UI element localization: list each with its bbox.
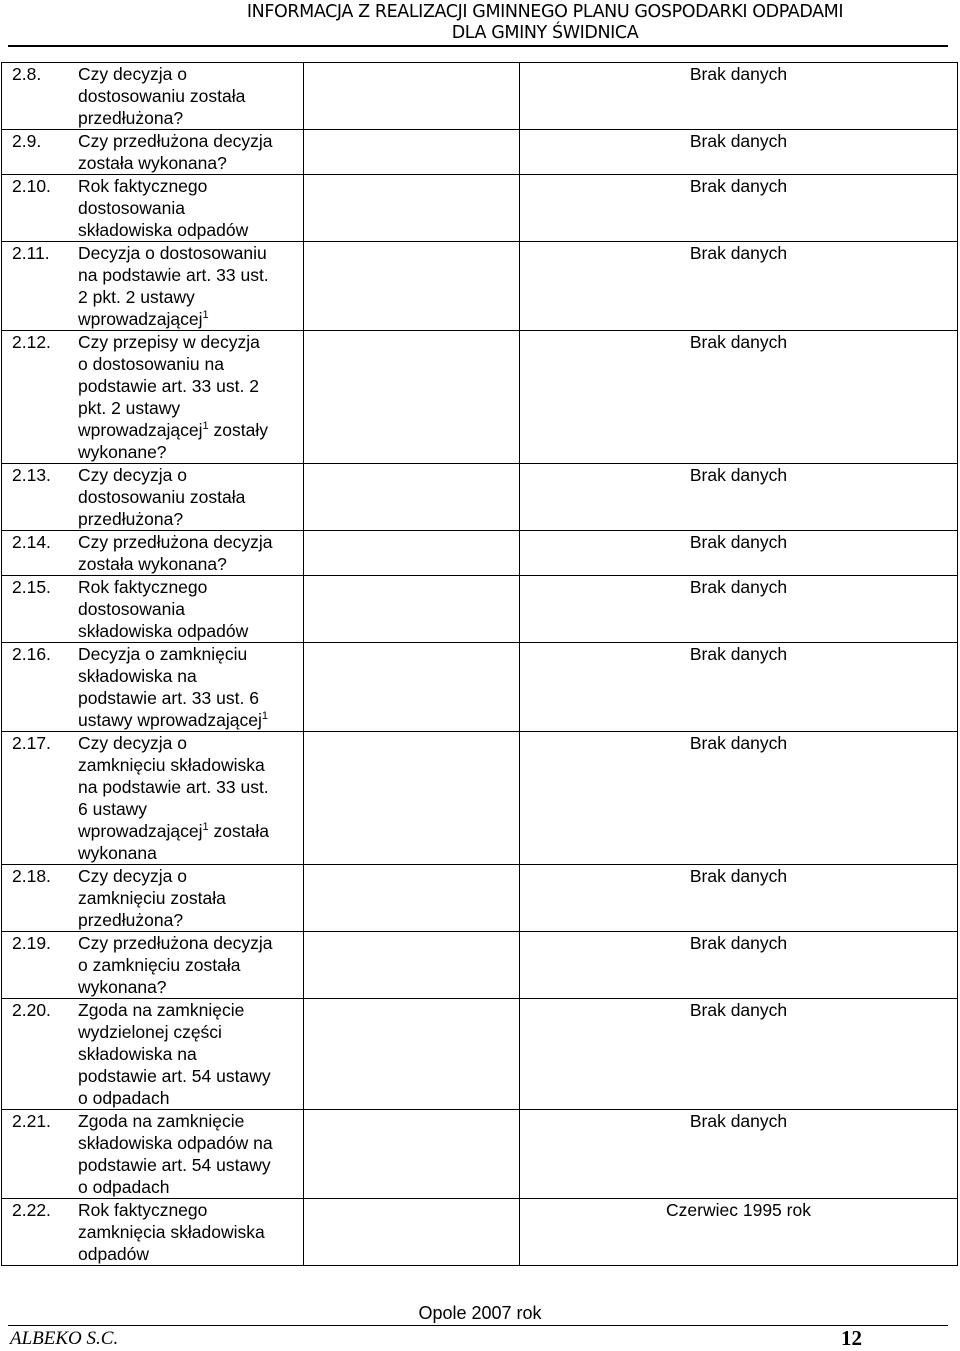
question-line: wydzielonej części <box>78 1022 222 1042</box>
footnote-marker: 1 <box>202 309 209 322</box>
empty-cell <box>304 999 520 1110</box>
table-row <box>2 242 958 331</box>
empty-cell <box>304 932 520 999</box>
question-line: składowiska odpadów <box>78 621 249 641</box>
empty-cell <box>304 331 520 464</box>
question-wrapper <box>2 175 303 241</box>
question-wrapper <box>2 999 303 1109</box>
question-text <box>78 531 303 575</box>
question-line: o odpadach <box>78 1177 170 1197</box>
footer-date: Opole 2007 rok <box>418 1303 542 1323</box>
question-wrapper <box>2 130 303 174</box>
table-row <box>2 331 958 464</box>
question-number: 2.19. <box>12 933 51 953</box>
question-text <box>78 932 303 998</box>
question-line: wykonana? <box>78 977 167 997</box>
answer-cell: Brak danych <box>520 932 958 999</box>
question-wrapper <box>2 242 303 330</box>
table-row <box>2 1199 958 1266</box>
question-line: wykonane? <box>78 442 167 462</box>
empty-cell <box>304 643 520 732</box>
questionnaire-table <box>1 62 958 1266</box>
table-row <box>2 464 958 531</box>
question-number: 2.16. <box>12 644 51 664</box>
question-line: składowiska odpadów na <box>78 1133 273 1153</box>
question-line: Czy decyzja o <box>78 465 187 485</box>
answer-cell: Brak danych <box>520 643 958 732</box>
question-cell <box>2 1110 304 1199</box>
question-line: Decyzja o dostosowaniu <box>78 243 267 263</box>
question-wrapper <box>2 865 303 931</box>
question-wrapper <box>2 1110 303 1198</box>
question-number: 2.13. <box>12 465 51 485</box>
question-line: Czy decyzja o <box>78 733 187 753</box>
question-line: Zgoda na zamknięcie <box>78 1111 245 1131</box>
question-number: 2.12. <box>12 332 51 352</box>
question-text <box>78 576 303 642</box>
empty-cell <box>304 175 520 242</box>
question-line: zamknięciu została <box>78 888 226 908</box>
footer-divider <box>8 1325 948 1326</box>
question-wrapper <box>2 331 303 463</box>
question-line: Czy przedłużona decyzja <box>78 532 273 552</box>
answer-cell: Brak danych <box>520 331 958 464</box>
question-number: 2.14. <box>12 532 51 552</box>
question-line: Decyzja o zamknięciu <box>78 644 248 664</box>
question-line: Rok faktycznego <box>78 1200 208 1220</box>
question-line: dostosowania <box>78 599 186 619</box>
question-line: składowiska odpadów <box>78 220 249 240</box>
question-line: ustawy wprowadzającej$^1$ <box>78 710 268 730</box>
table-row <box>2 130 958 175</box>
table-row <box>2 531 958 576</box>
question-line: przedłużona? <box>78 910 184 930</box>
question-cell <box>2 865 304 932</box>
question-line: na podstawie art. 33 ust. <box>78 265 269 285</box>
question-text <box>78 643 303 731</box>
answer-cell: Brak danych <box>520 175 958 242</box>
question-text <box>78 242 303 330</box>
question-line: została wykonana? <box>78 554 227 574</box>
question-text <box>78 175 303 241</box>
question-wrapper <box>2 63 303 129</box>
empty-cell <box>304 732 520 865</box>
question-line: składowiska na <box>78 666 197 686</box>
question-line: pkt. 2 ustawy <box>78 398 181 418</box>
header-title-line1: INFORMACJA Z REALIZACJI GMINNEGO PLANU GOSPODARKI ODPADAMI <box>246 2 844 22</box>
question-text <box>78 464 303 530</box>
question-number: 2.10. <box>12 176 51 196</box>
question-cell <box>2 175 304 242</box>
question-wrapper <box>2 1199 303 1265</box>
empty-cell <box>304 63 520 130</box>
question-cell <box>2 1199 304 1266</box>
answer-cell: Brak danych <box>520 576 958 643</box>
question-number: 2.20. <box>12 1000 51 1020</box>
question-line: składowiska na <box>78 1044 197 1064</box>
table-body <box>2 63 958 1266</box>
question-cell <box>2 464 304 531</box>
question-line: Czy przedłużona decyzja <box>78 131 273 151</box>
empty-cell <box>304 1199 520 1266</box>
question-wrapper <box>2 576 303 642</box>
header-divider <box>8 45 948 47</box>
question-line: została wykonana? <box>78 153 227 173</box>
header-title-line2: DLA GMINY ŚWIDNICA <box>451 23 639 43</box>
question-line: dostosowania <box>78 198 186 218</box>
question-cell <box>2 130 304 175</box>
answer-cell: Brak danych <box>520 242 958 331</box>
answer-cell: Brak danych <box>520 1110 958 1199</box>
table-row <box>2 732 958 865</box>
table-row <box>2 63 958 130</box>
question-line: podstawie art. 33 ust. 2 <box>78 376 259 396</box>
answer-cell: Brak danych <box>520 130 958 175</box>
question-line: wprowadzającej$^1$ <box>78 309 209 329</box>
question-wrapper <box>2 732 303 864</box>
question-number: 2.8. <box>12 64 42 84</box>
question-text <box>78 1199 303 1265</box>
answer-cell: Brak danych <box>520 464 958 531</box>
empty-cell <box>304 576 520 643</box>
question-line: przedłużona? <box>78 108 184 128</box>
question-line: wykonana <box>78 843 157 863</box>
answer-cell: Czerwiec 1995 rok <box>520 1199 958 1266</box>
question-line: na podstawie art. 33 ust. <box>78 777 269 797</box>
question-line: zamknięcia składowiska <box>78 1222 265 1242</box>
document-header <box>130 2 960 44</box>
question-cell <box>2 63 304 130</box>
question-text <box>78 130 303 174</box>
question-line: o odpadach <box>78 1088 170 1108</box>
question-line: Zgoda na zamknięcie <box>78 1000 245 1020</box>
question-cell <box>2 999 304 1110</box>
question-line: o zamknięciu została <box>78 955 241 975</box>
question-line: Rok faktycznego <box>78 577 208 597</box>
table-row <box>2 643 958 732</box>
question-cell <box>2 242 304 331</box>
question-cell <box>2 732 304 865</box>
footer-company-name: ALBEKO S.C. <box>10 1328 119 1349</box>
question-line: Czy decyzja o <box>78 866 187 886</box>
question-line: 6 ustawy <box>78 799 148 819</box>
question-cell <box>2 331 304 464</box>
question-wrapper <box>2 932 303 998</box>
question-text <box>78 63 303 129</box>
question-line: wprowadzającej$^1$ została <box>78 821 269 841</box>
answer-cell: Brak danych <box>520 63 958 130</box>
question-line: 2 pkt. 2 ustawy <box>78 287 195 307</box>
question-text <box>78 732 303 864</box>
page-number: 12 <box>841 1326 862 1350</box>
empty-cell <box>304 464 520 531</box>
question-text <box>78 331 303 463</box>
question-number: 2.17. <box>12 733 51 753</box>
question-wrapper <box>2 464 303 530</box>
question-line: podstawie art. 54 ustawy <box>78 1155 271 1175</box>
answer-cell: Brak danych <box>520 732 958 865</box>
question-line: przedłużona? <box>78 509 184 529</box>
question-number: 2.21. <box>12 1111 51 1131</box>
question-cell <box>2 531 304 576</box>
empty-cell <box>304 531 520 576</box>
question-line: o dostosowaniu na <box>78 354 224 374</box>
question-line: Czy decyzja o <box>78 64 187 84</box>
question-line: wprowadzającej$^1$ zostały <box>78 420 268 440</box>
question-line: zamknięciu składowiska <box>78 755 265 775</box>
question-wrapper <box>2 643 303 731</box>
question-number: 2.9. <box>12 131 42 151</box>
question-line: dostosowaniu została <box>78 487 246 507</box>
question-line: Czy przedłużona decyzja <box>78 933 273 953</box>
table-row <box>2 999 958 1110</box>
answer-cell: Brak danych <box>520 865 958 932</box>
footnote-marker: 1 <box>261 710 268 723</box>
question-number: 2.18. <box>12 866 51 886</box>
question-line: dostosowaniu została <box>78 86 246 106</box>
table-row <box>2 932 958 999</box>
empty-cell <box>304 242 520 331</box>
question-line: podstawie art. 33 ust. 6 <box>78 688 259 708</box>
question-line: podstawie art. 54 ustawy <box>78 1066 271 1086</box>
table-row <box>2 576 958 643</box>
table-row <box>2 1110 958 1199</box>
question-number: 2.15. <box>12 577 51 597</box>
empty-cell <box>304 865 520 932</box>
empty-cell <box>304 1110 520 1199</box>
question-text <box>78 865 303 931</box>
question-cell <box>2 576 304 643</box>
question-line: Rok faktycznego <box>78 176 208 196</box>
table-row <box>2 175 958 242</box>
empty-cell <box>304 130 520 175</box>
question-cell <box>2 932 304 999</box>
footnote-marker: 1 <box>202 821 209 834</box>
question-text <box>78 1110 303 1198</box>
question-line: odpadów <box>78 1244 150 1264</box>
question-text <box>78 999 303 1109</box>
question-number: 2.22. <box>12 1200 51 1220</box>
question-cell <box>2 643 304 732</box>
footnote-marker: 1 <box>202 420 209 433</box>
question-wrapper <box>2 531 303 575</box>
answer-cell: Brak danych <box>520 999 958 1110</box>
answer-cell: Brak danych <box>520 531 958 576</box>
question-line: Czy przepisy w decyzja <box>78 332 260 352</box>
question-number: 2.11. <box>12 243 50 263</box>
table-row <box>2 865 958 932</box>
